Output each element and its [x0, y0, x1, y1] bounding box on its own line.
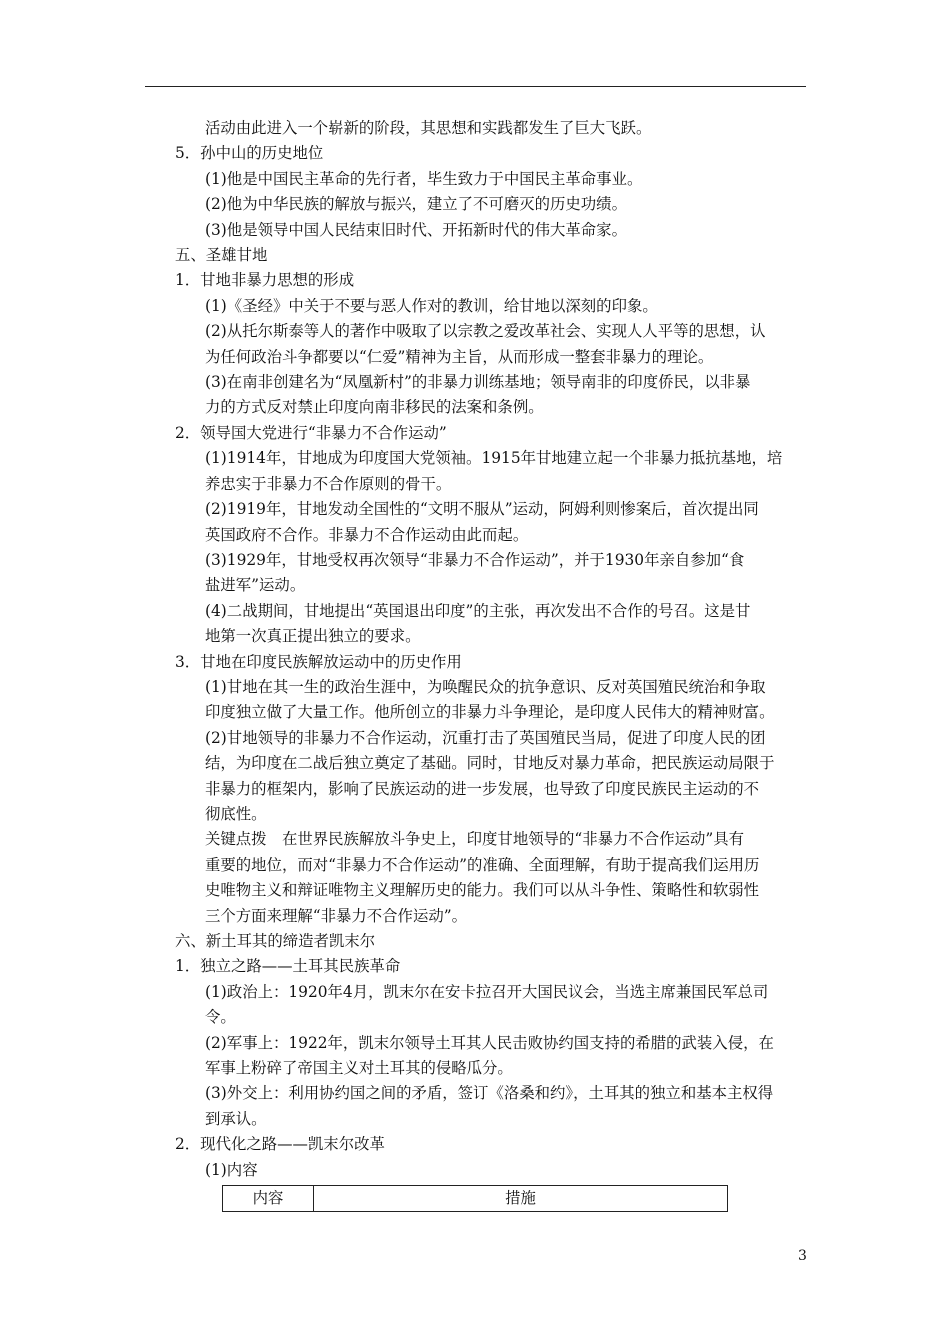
text-line: (3)在南非创建名为“凤凰新村”的非暴力训练基地；领导南非的印度侨民，以非暴	[205, 373, 751, 392]
text-line: 结，为印度在二战后独立奠定了基础。同时，甘地反对暴力革命，把民族运动局限于	[205, 754, 775, 773]
text-line: (2)军事上：1922年，凯末尔领导土耳其人民击败协约国支持的希腊的武装入侵，在	[205, 1033, 774, 1052]
text-line: 英国政府不合作。非暴力不合作运动由此而起。	[205, 525, 529, 544]
table-header-measures: 措施	[314, 1186, 728, 1212]
text-line: 军事上粉碎了帝国主义对土耳其的侵略瓜分。	[205, 1059, 513, 1078]
text-line: (2)他为中华民族的解放与振兴，建立了不可磨灭的历史功绩。	[205, 195, 627, 214]
text-line: 1．甘地非暴力思想的形成	[175, 271, 355, 290]
text-line: (1)《圣经》中关于不要与恶人作对的教训，给甘地以深刻的印象。	[205, 296, 658, 315]
text-line: (3)他是领导中国人民结束旧时代、开拓新时代的伟大革命家。	[205, 220, 627, 239]
text-line: 令。	[205, 1008, 236, 1027]
table-header-content: 内容	[223, 1186, 314, 1212]
text-lines	[175, 116, 810, 1183]
header-rule	[145, 86, 806, 87]
document-body	[175, 116, 810, 1212]
text-line: 2．领导国大党进行“非暴力不合作运动”	[175, 423, 447, 442]
text-line: 印度独立做了大量工作。他所创立的非暴力斗争理论，是印度人民伟大的精神财富。	[205, 703, 775, 722]
text-line: 彻底性。	[205, 804, 267, 823]
text-line: (4)二战期间，甘地提出“英国退出印度”的主张，再次发出不合作的号召。这是甘	[205, 601, 751, 620]
text-line: 史唯物主义和辩证唯物主义理解历史的能力。我们可以从斗争性、策略性和软弱性	[205, 881, 760, 900]
table-header-row	[223, 1186, 728, 1212]
reform-content-table	[222, 1185, 728, 1212]
text-line: 非暴力的框架内，影响了民族运动的进一步发展，也导致了印度民族民主运动的不	[205, 779, 760, 798]
text-line: (2)甘地领导的非暴力不合作运动，沉重打击了英国殖民当局，促进了印度人民的团	[205, 728, 766, 747]
text-line: 1．独立之路——土耳其民族革命	[175, 957, 401, 976]
text-line: 到承认。	[205, 1109, 267, 1128]
text-line: (1)内容	[205, 1160, 258, 1179]
text-line: 力的方式反对禁止印度向南非移民的法案和条例。	[205, 398, 544, 417]
text-line: 三个方面来理解“非暴力不合作运动”。	[205, 906, 467, 925]
text-line: 地第一次真正提出独立的要求。	[205, 627, 421, 646]
text-line: (1)政治上：1920年4月，凯末尔在安卡拉召开大国民议会，当选主席兼国民军总司	[205, 982, 769, 1001]
text-line: 5．孙中山的历史地位	[175, 144, 324, 163]
text-line: (2)从托尔斯泰等人的著作中吸取了以宗教之爱改革社会、实现人人平等的思想，认	[205, 322, 766, 341]
text-line: 2．现代化之路——凯末尔改革	[175, 1135, 385, 1154]
text-line: 五、圣雄甘地	[175, 246, 268, 265]
text-line: 为任何政治斗争都要以“仁爱”精神为主旨，从而形成一整套非暴力的理论。	[205, 347, 714, 366]
text-line: (1)甘地在其一生的政治生涯中，为唤醒民众的抗争意识、反对英国殖民统治和争取	[205, 677, 766, 696]
page-number: 3	[798, 1248, 807, 1264]
text-line: (1)1914年，甘地成为印度国大党领袖。1915年甘地建立起一个非暴力抵抗基地，培	[205, 449, 783, 468]
text-line: 关键点拨 在世界民族解放斗争史上，印度甘地领导的“非暴力不合作运动”具有	[205, 830, 745, 849]
text-line: (1)他是中国民主革命的先行者，毕生致力于中国民主革命事业。	[205, 169, 643, 188]
text-line: 养忠实于非暴力不合作原则的骨干。	[205, 474, 452, 493]
text-line: (3)外交上：利用协约国之间的矛盾，签订《洛桑和约》，土耳其的独立和基本主权得	[205, 1084, 774, 1103]
text-line: 活动由此进入一个崭新的阶段，其思想和实践都发生了巨大飞跃。	[205, 119, 652, 137]
text-line: 六、新土耳其的缔造者凯末尔	[175, 932, 376, 950]
text-line: (2)1919年，甘地发动全国性的“文明不服从”运动，阿姆利则惨案后，首次提出同	[205, 500, 759, 519]
text-line: 重要的地位，而对“非暴力不合作运动”的准确、全面理解，有助于提高我们运用历	[205, 855, 760, 874]
text-line: 3．甘地在印度民族解放运动中的历史作用	[175, 652, 462, 671]
text-line: 盐进军”运动。	[205, 576, 306, 595]
text-line: (3)1929年，甘地受权再次领导“非暴力不合作运动”，并于1930年亲自参加“食	[205, 550, 745, 569]
